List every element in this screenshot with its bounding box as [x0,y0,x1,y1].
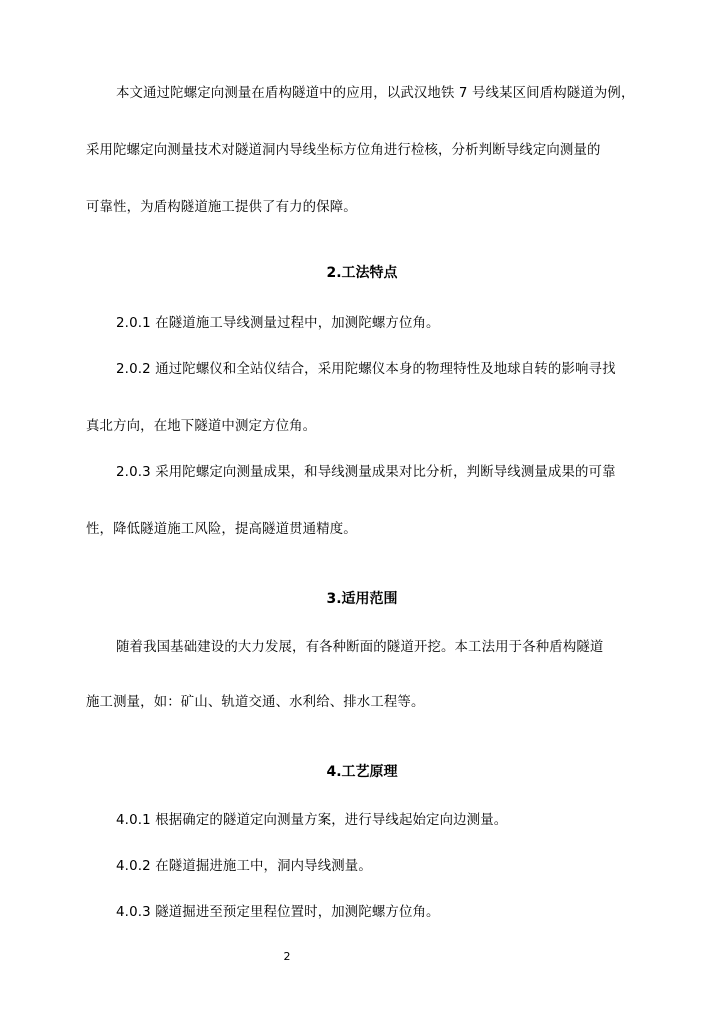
section-2-item-2-line-1: 2.0.2 通过陀螺仪和全站仪结合，采用陀螺仪本身的物理特性及地球自转的影响寻找 [116,362,616,377]
intro-line-2: 采用陀螺定向测量技术对隧道洞内导线坐标方位角进行检核，分析判断导线定向测量的 [86,143,601,158]
section-2-item-2-line-2: 真北方向，在地下隧道中测定方位角。 [86,419,317,434]
section-2-item-3-line-2: 性，降低隧道施工风险，提高隧道贯通精度。 [86,522,357,537]
section-4-item-2: 4.0.2 在隧道掘进施工中，洞内导线测量。 [116,859,372,874]
section-2-heading: 2.工法特点 [326,265,398,281]
section-3-heading: 3.适用范围 [326,591,398,607]
intro-line-3: 可靠性，为盾构隧道施工提供了有力的保障。 [86,200,357,215]
page-number: 2 [283,950,291,963]
intro-line-1: 本文通过陀螺定向测量在盾构隧道中的应用，以武汉地铁 7 号线某区间盾构隧道为例， [116,86,635,101]
section-2-item-1: 2.0.1 在隧道施工导线测量过程中，加测陀螺方位角。 [116,316,440,331]
section-3-line-2: 施工测量，如：矿山、轨道交通、水利给、排水工程等。 [86,695,425,710]
section-4-heading: 4.工艺原理 [326,764,398,780]
section-4-item-1: 4.0.1 根据确定的隧道定向测量方案，进行导线起始定向边测量。 [116,813,508,828]
section-4-item-3: 4.0.3 隧道掘进至预定里程位置时，加测陀螺方位角。 [116,905,440,920]
section-3-line-1: 随着我国基础建设的大力发展，有各种断面的隧道开挖。本工法用于各种盾构隧道 [116,640,604,655]
section-2-item-3-line-1: 2.0.3 采用陀螺定向测量成果，和导线测量成果对比分析，判断导线测量成果的可靠 [116,465,616,480]
